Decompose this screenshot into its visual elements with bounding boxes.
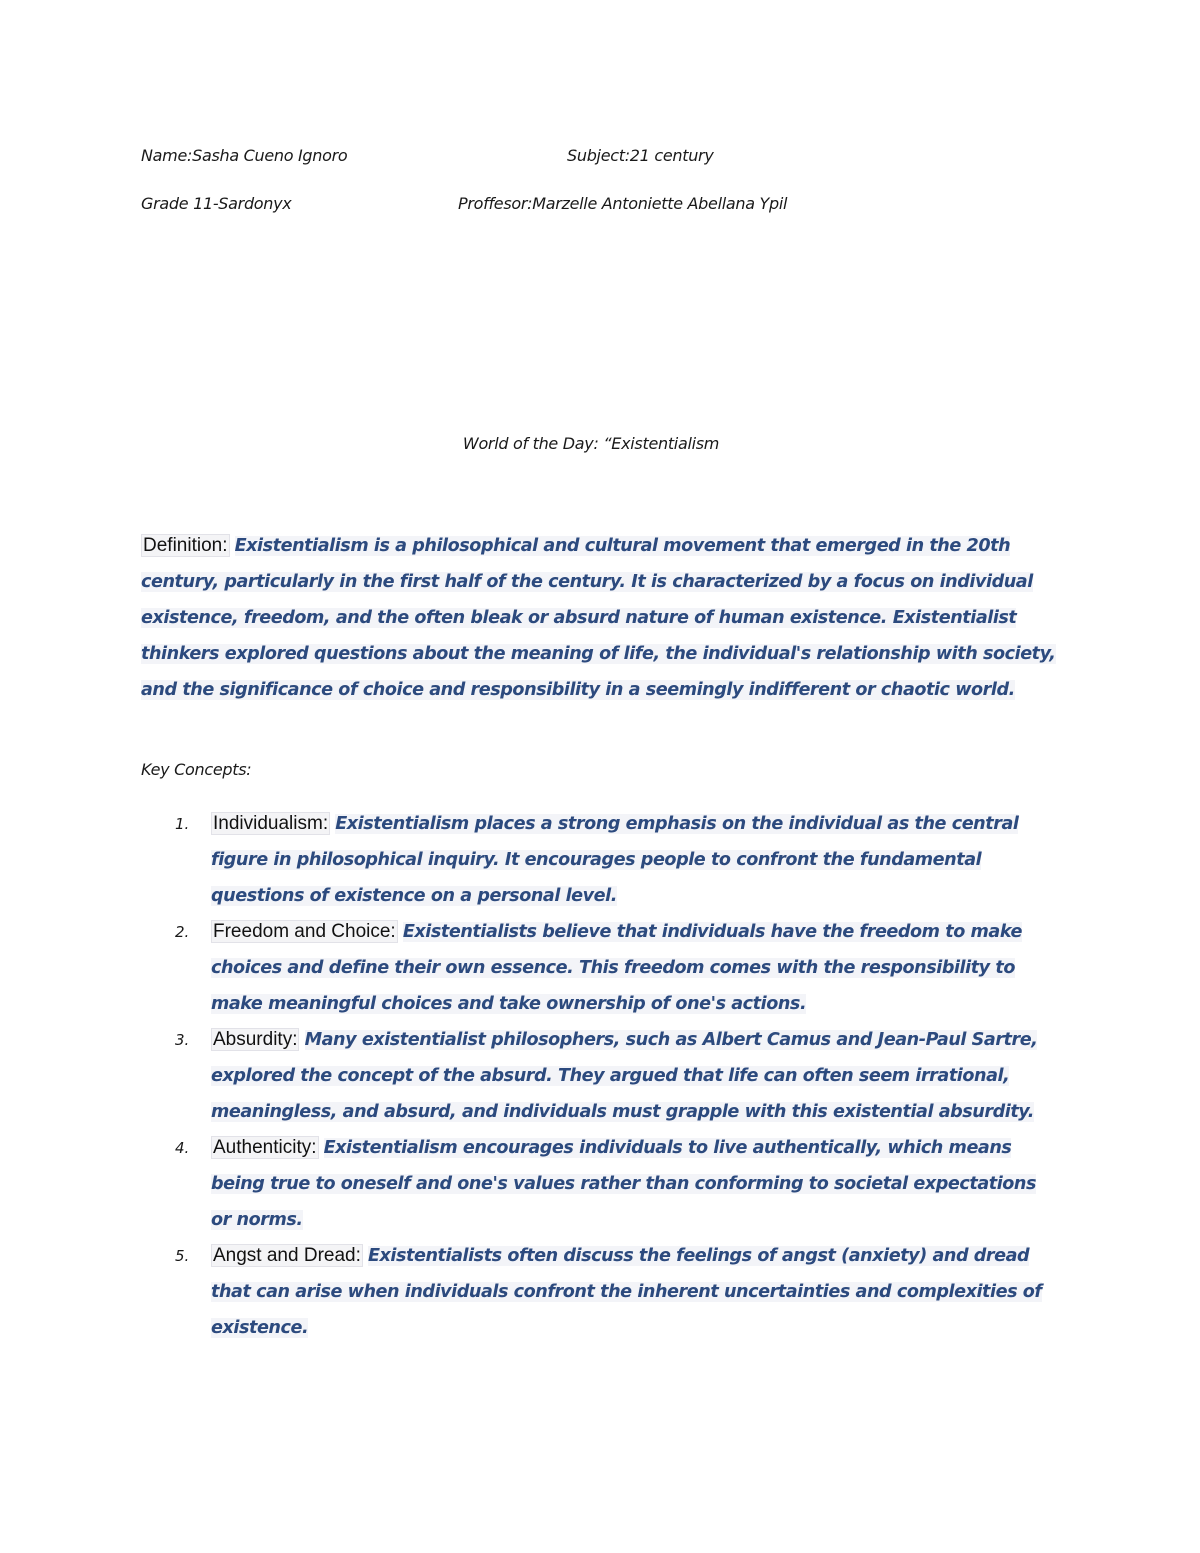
definition-text: Existentialism is a philosophical and cultural movement that emerged in the 20th century, particularly in the first half of the century. It is characterized by a focus on individual existence, freedom, and the often bleak or absurd nature of human existence. Existentialist thinkers explored questions about the meaning of life, the individual's relationship with society, and the significance of choice and responsibility in a seemingly indifferent or chaotic world. — [141, 536, 1056, 700]
grade-section: Grade 11-Sardonyx — [141, 194, 292, 213]
professor-field: Proffesor:Marzelle Antoniette Abellana Ypil — [458, 194, 788, 213]
list-number: 5. — [175, 1247, 190, 1265]
concept-label: Absurdity: — [213, 1029, 298, 1050]
definition-label: Definition: — [143, 535, 228, 556]
concept-text: Existentialism encourages individuals to live authentically, which means being true to oneself and one's values rather than conforming to societal expectations or norms. — [211, 1138, 1037, 1230]
concept-label: Angst and Dread: — [213, 1245, 361, 1266]
list-number: 2. — [175, 923, 190, 941]
list-number: 1. — [175, 815, 190, 833]
concept-label: Authenticity: — [213, 1137, 317, 1158]
key-concepts-list — [0, 806, 1200, 1346]
list-number: 3. — [175, 1031, 190, 1049]
list-item — [175, 806, 1061, 914]
list-item — [175, 1238, 1061, 1346]
list-item — [175, 1130, 1061, 1238]
concept-text: Existentialists often discuss the feelings of angst (anxiety) and dread that can arise when individuals confront the inherent uncertainties and complexities of existence. — [211, 1246, 1042, 1338]
document-title: World of the Day: “Existentialism — [462, 434, 720, 453]
concept-label: Freedom and Choice: — [213, 921, 396, 942]
student-name: Name:Sasha Cueno Ignoro — [141, 146, 348, 165]
list-item — [175, 914, 1061, 1022]
concept-text: Existentialists believe that individuals have the freedom to make choices and define their own essence. This freedom comes with the responsibility to make meaningful choices and take ownership of one's actions. — [211, 922, 1022, 1014]
list-item — [175, 1022, 1061, 1130]
key-concepts-heading: Key Concepts: — [141, 760, 252, 779]
concept-text: Many existentialist philosophers, such as Albert Camus and Jean-Paul Sartre, explored the concept of the absurd. They argued that life can often seem irrational, meaningless, and absurd, and individuals must grapple with this existential absurdity. — [211, 1030, 1038, 1122]
list-number: 4. — [175, 1139, 190, 1157]
concept-label: Individualism: — [213, 813, 329, 834]
subject-field: Subject:21 century — [567, 146, 714, 165]
concept-text: Existentialism places a strong emphasis on the individual as the central figure in philosophical inquiry. It encourages people to confront the fundamental questions of existence on a personal level. — [211, 814, 1019, 906]
definition-paragraph — [141, 528, 1061, 708]
